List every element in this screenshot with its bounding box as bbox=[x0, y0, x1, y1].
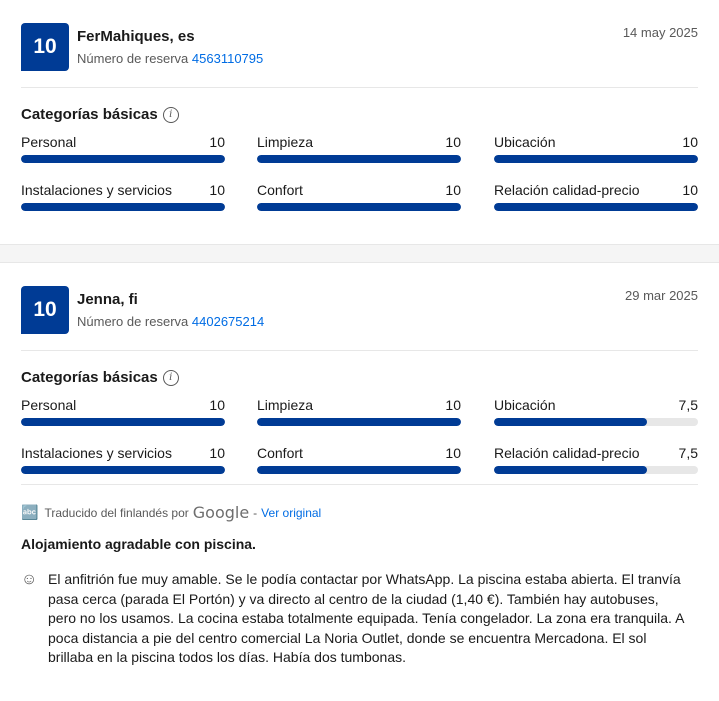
category-value: 10 bbox=[209, 445, 225, 461]
category-bar bbox=[257, 155, 461, 163]
category-label: Personal bbox=[21, 134, 77, 150]
divider bbox=[21, 484, 698, 485]
reviewer-name: Jenna, fi bbox=[77, 291, 138, 308]
category-bar bbox=[21, 466, 225, 474]
category-label: Confort bbox=[257, 445, 303, 461]
divider bbox=[21, 350, 698, 351]
category-bar bbox=[494, 155, 698, 163]
category-value: 7,5 bbox=[678, 397, 698, 413]
category-label: Personal bbox=[21, 397, 77, 413]
category-label: Ubicación bbox=[494, 397, 556, 413]
booking-number-link[interactable]: 4402675214 bbox=[191, 314, 265, 329]
category-rating bbox=[257, 397, 461, 426]
categories-title bbox=[21, 106, 179, 123]
category-row bbox=[21, 182, 225, 198]
category-bar bbox=[494, 466, 698, 474]
info-icon[interactable]: i bbox=[163, 107, 179, 123]
category-label: Relación calidad-precio bbox=[494, 182, 640, 198]
category-rating bbox=[21, 134, 225, 163]
category-rating bbox=[494, 445, 698, 474]
review-body: El anfitrión fue muy amable. Se le podía contactar por WhatsApp. La piscina estaba abierta. El tranvía pasa cerca (parada El Portón) y va directo al centro de la ciudad (1,40 €). También hay autobuses, pero no los usamos. La cocina estaba totalmente equipada. Tenía congelador. La zona era tranquila. A poca distancia a pie del centro comercial La Noria Outlet, donde se encuentra Mercadona. El sol brillaba en la piscina todos los días. Había dos tumbonas. bbox=[48, 571, 684, 665]
category-value: 10 bbox=[209, 182, 225, 198]
category-bar bbox=[21, 418, 225, 426]
translate-icon: 🔤 bbox=[21, 504, 39, 520]
category-bar bbox=[21, 155, 225, 163]
translation-notice bbox=[21, 503, 321, 522]
category-bar-fill bbox=[494, 466, 647, 474]
category-label: Confort bbox=[257, 182, 303, 198]
category-bar-fill bbox=[21, 203, 225, 211]
category-rating bbox=[21, 182, 225, 211]
category-row bbox=[494, 182, 698, 198]
category-row bbox=[21, 134, 225, 150]
categories-title bbox=[21, 369, 179, 386]
category-bar-fill bbox=[257, 466, 461, 474]
category-value: 10 bbox=[209, 134, 225, 150]
category-bar-fill bbox=[494, 203, 698, 211]
category-bar-fill bbox=[21, 466, 225, 474]
category-label: Relación calidad-precio bbox=[494, 445, 640, 461]
category-value: 10 bbox=[445, 445, 461, 461]
category-bar bbox=[494, 203, 698, 211]
category-value: 10 bbox=[682, 134, 698, 150]
category-bar-fill bbox=[494, 418, 647, 426]
category-bar bbox=[257, 203, 461, 211]
view-original-link[interactable]: Ver original bbox=[261, 505, 322, 520]
reviewer-name: FerMahiques, es bbox=[77, 28, 195, 45]
booking-number-link[interactable]: 4563110795 bbox=[191, 51, 264, 66]
category-rating bbox=[257, 182, 461, 211]
booking-number-line bbox=[77, 314, 264, 329]
category-bar bbox=[257, 466, 461, 474]
info-icon[interactable]: i bbox=[163, 370, 179, 386]
category-row bbox=[21, 445, 225, 461]
category-value: 10 bbox=[209, 397, 225, 413]
category-rating bbox=[21, 397, 225, 426]
categories-title-text: Categorías básicas bbox=[21, 369, 158, 386]
category-bar bbox=[21, 203, 225, 211]
review-date: 14 may 2025 bbox=[622, 25, 698, 40]
category-rating bbox=[494, 397, 698, 426]
review-score-badge: 10 bbox=[21, 23, 69, 71]
category-bar-fill bbox=[21, 155, 225, 163]
category-rating bbox=[257, 134, 461, 163]
booking-label: Número de reserva bbox=[77, 51, 189, 66]
category-row bbox=[494, 445, 698, 461]
category-value: 7,5 bbox=[678, 445, 698, 461]
category-row bbox=[257, 445, 461, 461]
category-rating bbox=[494, 134, 698, 163]
category-value: 10 bbox=[445, 182, 461, 198]
translation-prefix: Traducido del finlandés por bbox=[44, 505, 189, 520]
categories-title-text: Categorías básicas bbox=[21, 106, 158, 123]
review-separator bbox=[0, 244, 719, 263]
category-rating bbox=[21, 445, 225, 474]
category-row bbox=[494, 397, 698, 413]
category-bar-fill bbox=[21, 418, 225, 426]
category-row bbox=[21, 397, 225, 413]
review-title: Alojamiento agradable con piscina. bbox=[21, 536, 256, 552]
category-value: 10 bbox=[445, 397, 461, 413]
category-label: Instalaciones y servicios bbox=[21, 445, 172, 461]
category-label: Ubicación bbox=[494, 134, 556, 150]
booking-label: Número de reserva bbox=[77, 314, 189, 329]
category-bar-fill bbox=[257, 203, 461, 211]
divider bbox=[21, 87, 698, 88]
category-bar bbox=[257, 418, 461, 426]
smile-icon: ☺ bbox=[21, 571, 38, 588]
category-value: 10 bbox=[682, 182, 698, 198]
category-bar-fill bbox=[494, 155, 698, 163]
category-label: Limpieza bbox=[257, 397, 314, 413]
review-date: 29 mar 2025 bbox=[625, 288, 698, 303]
translation-separator: - bbox=[253, 505, 258, 520]
category-row bbox=[494, 134, 698, 150]
category-bar bbox=[494, 418, 698, 426]
category-row bbox=[257, 397, 461, 413]
category-row bbox=[257, 134, 461, 150]
category-bar-fill bbox=[257, 418, 461, 426]
category-label: Limpieza bbox=[257, 134, 314, 150]
category-label: Instalaciones y servicios bbox=[21, 182, 172, 198]
category-row bbox=[257, 182, 461, 198]
category-rating bbox=[494, 182, 698, 211]
google-logo: Google bbox=[192, 503, 250, 522]
category-value: 10 bbox=[445, 134, 461, 150]
category-bar-fill bbox=[257, 155, 461, 163]
review-score-badge: 10 bbox=[21, 286, 69, 334]
booking-number-line bbox=[77, 51, 263, 66]
category-rating bbox=[257, 445, 461, 474]
